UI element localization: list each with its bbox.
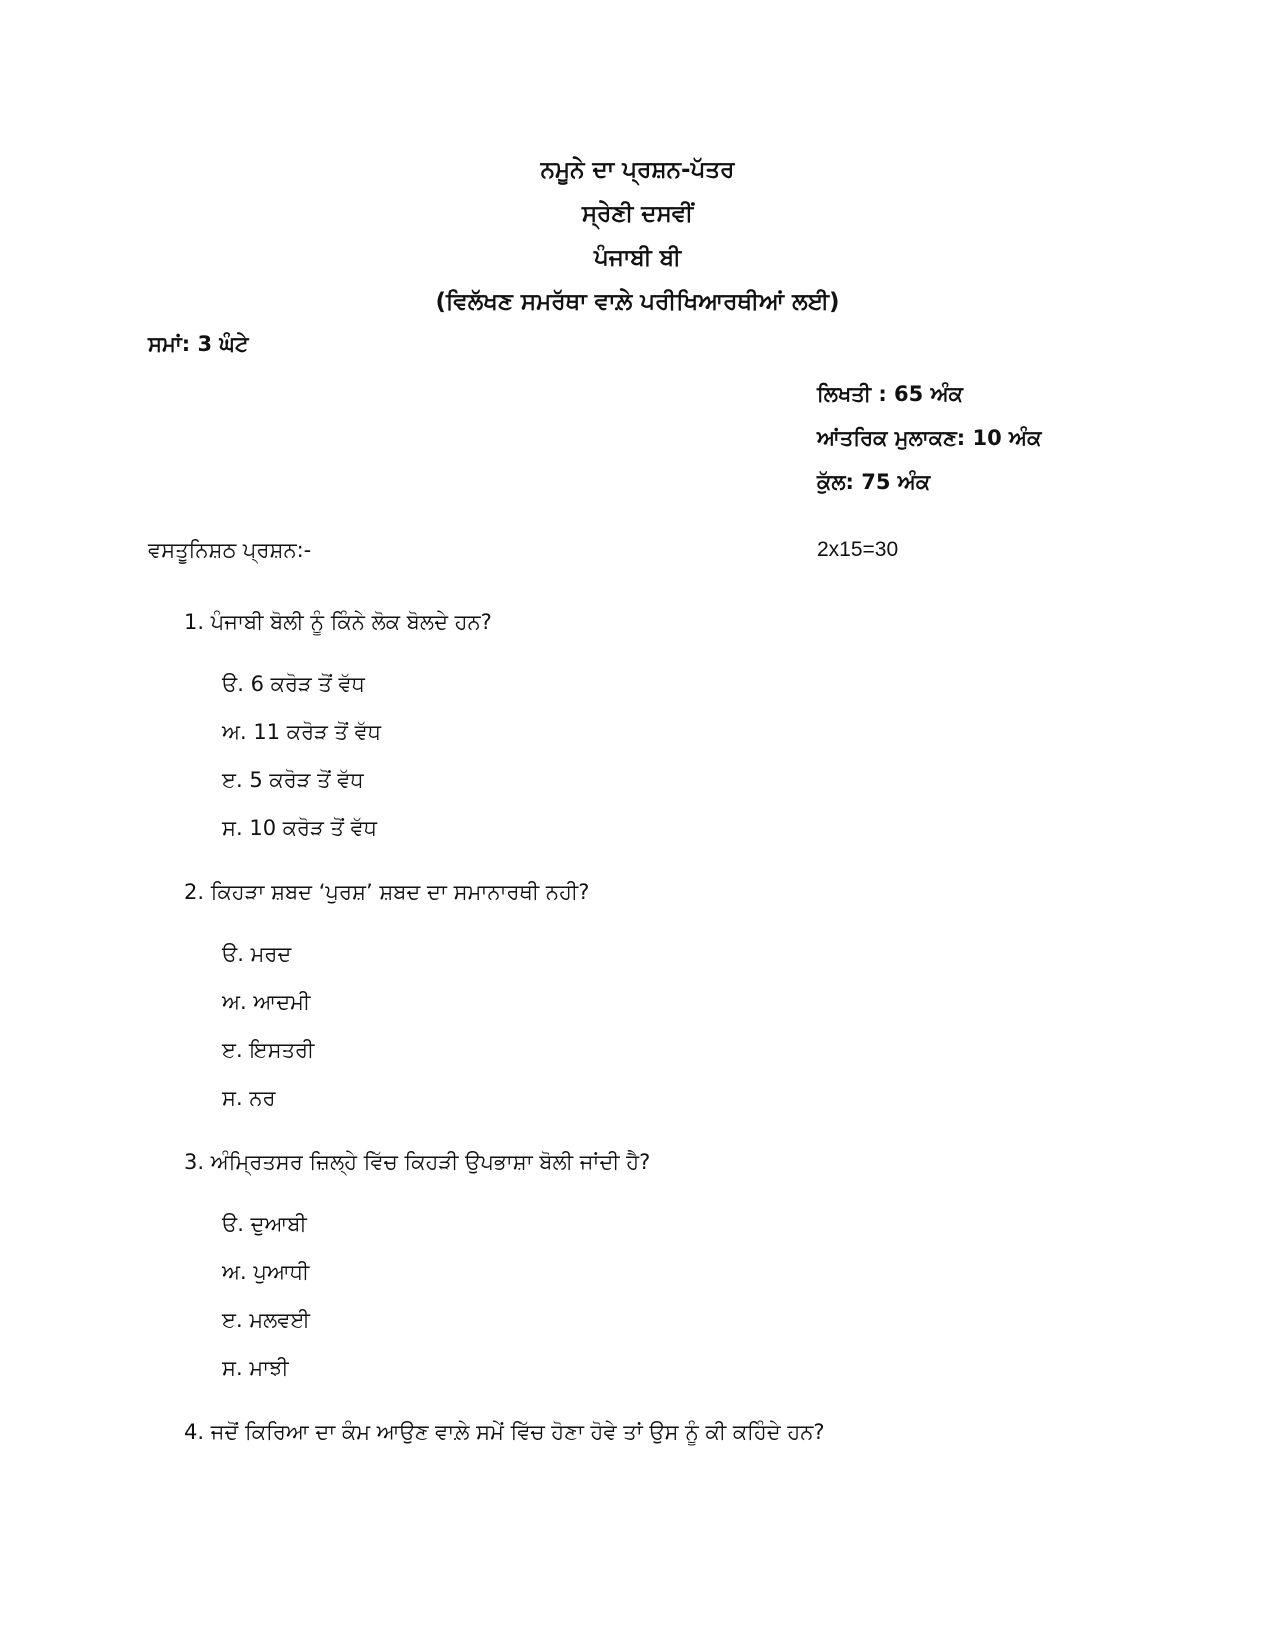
question-text: 2. ਕਿਹੜਾ ਸ਼ਬਦ ‘ਪੁਰਸ਼’ ਸ਼ਬਦ ਦਾ ਸਮਾਨਾਰਥੀ ਨਹੀ? bbox=[184, 880, 590, 904]
total-marks: ਕੁੱਲ: 75 ਅੰਕ bbox=[817, 470, 931, 494]
question-text: 4. ਜਦੋਂ ਕਿਰਿਆ ਦਾ ਕੰਮ ਆਉਣ ਵਾਲ਼ੇ ਸਮੇਂ ਵਿੱਚ ਹੋਣਾ ਹੋਵੇ ਤਾਂ ਉਸ ਨੂੰ ਕੀ ਕਹਿੰਦੇ ਹਨ? bbox=[184, 1420, 825, 1444]
special-note: (ਵਿਲੱਖਣ ਸਮਰੱਥਾ ਵਾਲ਼ੇ ਪਰੀਖਿਆਰਥੀਆਂ ਲਈ) bbox=[435, 289, 840, 315]
written-marks: ਲਿਖਤੀ : 65 ਅੰਕ bbox=[817, 382, 963, 406]
question-text: 3. ਅੰਮ੍ਰਿਤਸਰ ਜ਼ਿਲ੍ਹੇ ਵਿੱਚ ਕਿਹੜੀ ਉਪਭਾਸ਼ਾ ਬੋਲੀ ਜਾਂਦੀ ਹੈ? bbox=[184, 1150, 651, 1174]
question-list bbox=[184, 600, 1184, 1454]
option-item: ਸ. ਮਾਝੀ bbox=[222, 1356, 289, 1380]
option-item: ਸ. ਨਰ bbox=[222, 1086, 276, 1110]
paper-title: ਨਮੂਨੇ ਦਾ ਪ੍ਰਸ਼ਨ-ਪੱਤਰ bbox=[540, 157, 735, 183]
question-4 bbox=[184, 1410, 1184, 1454]
option-item: ਅ. ਆਦਮੀ bbox=[222, 990, 311, 1014]
paper-header bbox=[0, 148, 1275, 324]
question-3 bbox=[184, 1140, 1184, 1392]
marks-block bbox=[817, 372, 1041, 504]
option-item: ਅ. ਪੁਆਧੀ bbox=[222, 1260, 310, 1284]
question-1 bbox=[184, 600, 1184, 852]
question-2 bbox=[184, 870, 1184, 1122]
option-item: ਸ. 10 ਕਰੋੜ ਤੋਂ ਵੱਧ bbox=[222, 816, 377, 840]
option-item: ੲ. ਇਸਤਰੀ bbox=[222, 1038, 315, 1062]
option-list bbox=[222, 930, 1184, 1122]
class-label: ਸ੍ਰੇਣੀ ਦਸਵੀਂ bbox=[581, 201, 694, 227]
option-item: ੳ. 6 ਕਰੋੜ ਤੋਂ ਵੱਧ bbox=[222, 672, 365, 696]
option-list bbox=[222, 1200, 1184, 1392]
question-text: 1. ਪੰਜਾਬੀ ਬੋਲੀ ਨੂੰ ਕਿੰਨੇ ਲੋਕ ਬੋਲਦੇ ਹਨ? bbox=[184, 610, 492, 634]
section-score: 2x15=30 bbox=[817, 538, 899, 561]
time-allowed: ਸਮਾਂ: 3 ਘੰਟੇ bbox=[148, 332, 249, 356]
internal-marks: ਆਂਤਰਿਕ ਮੁਲਾਕਣ: 10 ਅੰਕ bbox=[817, 426, 1042, 450]
option-item: ੳ. ਦੁਆਬੀ bbox=[222, 1212, 307, 1236]
subject-label: ਪੰਜਾਬੀ ਬੀ bbox=[594, 245, 681, 271]
option-item: ੲ. ਮਲਵਈ bbox=[222, 1308, 310, 1332]
option-item: ੳ. ਮਰਦ bbox=[222, 942, 292, 966]
option-list bbox=[222, 660, 1184, 852]
section-title: ਵਸਤੂਨਿਸ਼ਠ ਪ੍ਰਸ਼ਨ:- bbox=[148, 538, 312, 562]
option-item: ੲ. 5 ਕਰੋੜ ਤੋਂ ਵੱਧ bbox=[222, 768, 364, 792]
option-item: ਅ. 11 ਕਰੋੜ ਤੋਂ ਵੱਧ bbox=[222, 720, 382, 744]
